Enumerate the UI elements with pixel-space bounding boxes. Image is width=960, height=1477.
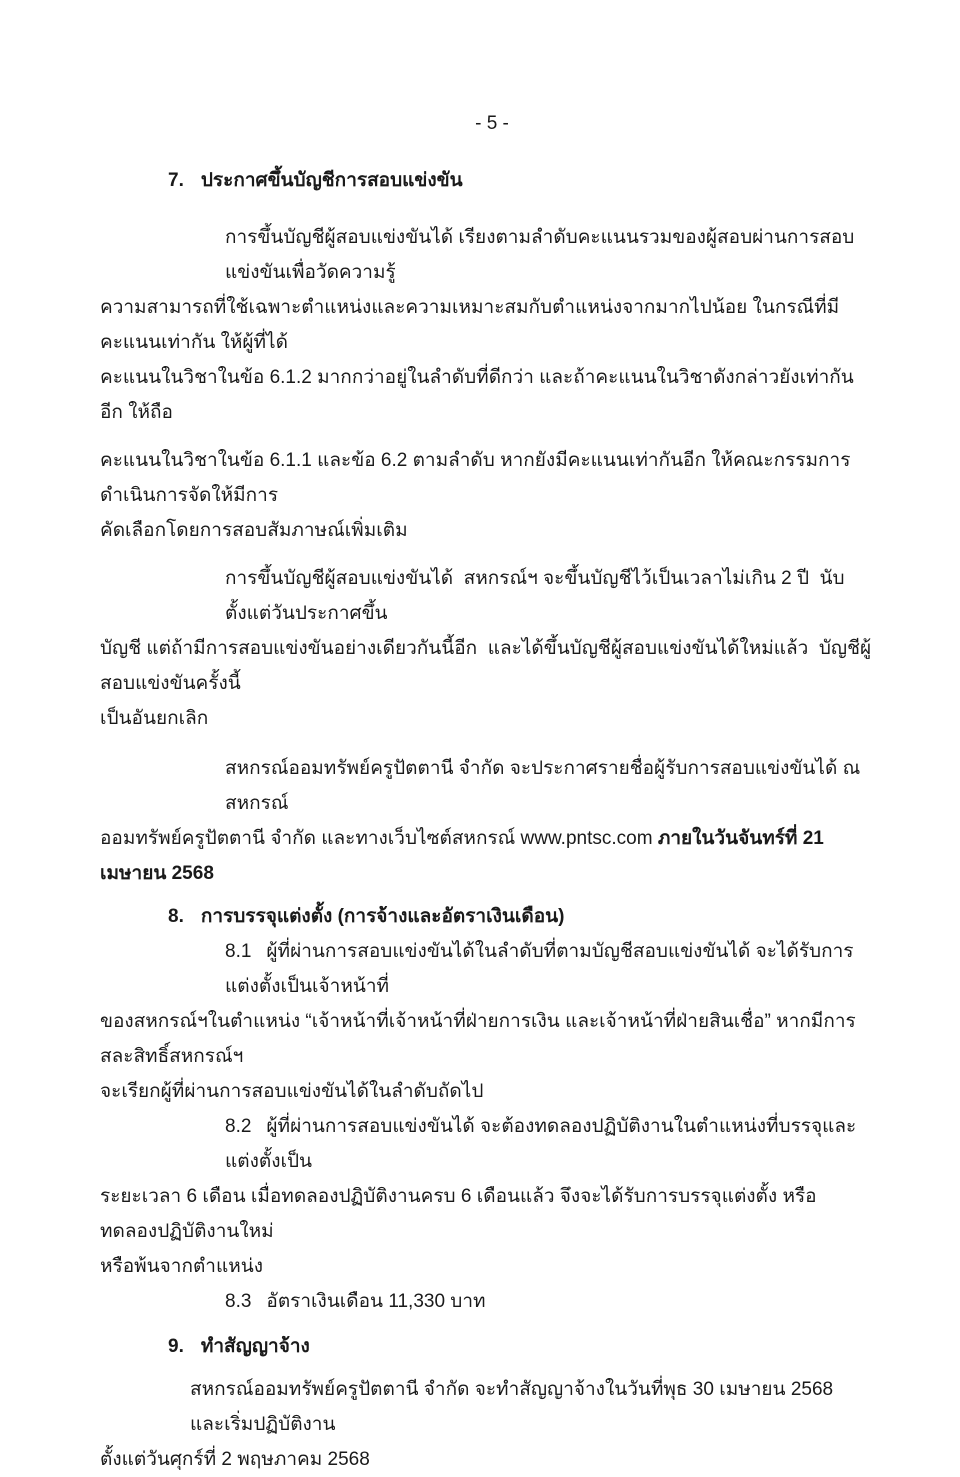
section-8-number: 8. xyxy=(168,906,184,927)
item-8-3 xyxy=(100,1284,872,1319)
text-line: คัดเลือกโดยการสอบสัมภาษณ์เพิ่มเติม xyxy=(100,520,408,541)
text-line: บัญชี แต่ถ้ามีการสอบแข่งขันอย่างเดียวกันนี้อีก และได้ขึ้นบัญชีผู้สอบแข่งขันได้ใหม่แล้ว บัญชีผู้สอบแข่งขันครั้งนี้ xyxy=(100,638,872,694)
text-line: หรือพ้นจากตำแหน่ง xyxy=(100,1256,264,1277)
text-line xyxy=(100,1109,872,1179)
item-8-1 xyxy=(100,934,872,1109)
text-line: ตั้งแต่วันศุกร์ที่ 2 พฤษภาคม 2568 xyxy=(100,1449,370,1470)
section-7-heading xyxy=(100,163,872,198)
text-line: ของสหกรณ์ฯในตำแหน่ง “เจ้าหน้าที่เจ้าหน้าที่ฝ่ายการเงิน และเจ้าหน้าที่ฝ่ายสินเชื่อ” หากมีการสละสิทธิ์สหกรณ์ฯ xyxy=(100,1011,856,1067)
text-line: สหกรณ์ออมทรัพย์ครูปัตตานี จำกัด จะประกาศรายชื่อผู้รับการสอบแข่งขันได้ ณ สหกรณ์ xyxy=(225,758,866,814)
website-text: ออมทรัพย์ครูปัตตานี จำกัด และทางเว็บไซต์สหกรณ์ www.pntsc.com xyxy=(100,828,658,849)
section-9-title: ทำสัญญาจ้าง xyxy=(200,1336,310,1357)
item-8-2-text: ผู้ที่ผ่านการสอบแข่งขันได้ จะต้องทดลองปฏิบัติงานในตำแหน่งที่บรรจุและแต่งตั้งเป็น xyxy=(225,1116,857,1172)
text-line: การขึ้นบัญชีผู้สอบแข่งขันได้ เรียงตามลำดับคะแนนรวมของผู้สอบผ่านการสอบแข่งขันเพื่อวัดความรู้ xyxy=(225,227,855,283)
item-8-1-number: 8.1 xyxy=(225,941,252,962)
text-line xyxy=(100,934,872,1004)
text-line: คะแนนในวิชาในข้อ 6.1.2 มากกว่าอยู่ในลำดับที่ดีกว่า และถ้าคะแนนในวิชาดังกล่าวยังเท่ากันอีก ให้ถือ xyxy=(100,367,854,423)
item-8-1-text: ผู้ที่ผ่านการสอบแข่งขันได้ในลำดับที่ตามบัญชีสอบแข่งขันได้ จะได้รับการแต่งตั้งเป็นเจ้าหน้าที่ xyxy=(225,941,854,997)
paragraph-ranking-rules xyxy=(100,220,872,430)
item-8-3-number: 8.3 xyxy=(225,1291,252,1312)
text-line: สหกรณ์ออมทรัพย์ครูปัตตานี จำกัด จะทำสัญญาจ้างในวันที่พุธ 30 เมษายน 2568 และเริ่มปฏิบัติงาน xyxy=(190,1379,839,1435)
text-line: ความสามารถที่ใช้เฉพาะตำแหน่งและความเหมาะสมกับตำแหน่งจากมากไปน้อย ในกรณีที่มีคะแนนเท่ากัน ให้ผู้ที่ได้ xyxy=(100,297,840,353)
page-number: - 5 - xyxy=(475,113,509,134)
section-9-heading xyxy=(100,1329,872,1364)
paragraph-announcement xyxy=(100,751,872,891)
paragraph-tiebreak-rules xyxy=(100,443,872,548)
section-8-title: การบรรจุแต่งตั้ง (การจ้างและอัตราเงินเดือน) xyxy=(200,906,565,927)
text-line xyxy=(100,821,872,891)
section-7-title: ประกาศขึ้นบัญชีการสอบแข่งขัน xyxy=(200,170,463,191)
item-8-2-number: 8.2 xyxy=(225,1116,252,1137)
text-line: จะเรียกผู้ที่ผ่านการสอบแข่งขันได้ในลำดับถัดไป xyxy=(100,1081,484,1102)
section-9-number: 9. xyxy=(168,1336,184,1357)
item-8-2 xyxy=(100,1109,872,1284)
text-line xyxy=(100,1284,872,1319)
text-line: คะแนนในวิชาในข้อ 6.1.1 และข้อ 6.2 ตามลำดับ หากยังมีคะแนนเท่ากันอีก ให้คณะกรรมการดำเนินการจัดให้มีการ xyxy=(100,450,851,506)
text-line: เป็นอันยกเลิก xyxy=(100,708,209,729)
announcement-date: ภายในวันจันทร์ที่ 21 เมษายน 2568 xyxy=(100,828,830,884)
paragraph-list-validity xyxy=(100,561,872,736)
text-line: ระยะเวลา 6 เดือน เมื่อทดลองปฏิบัติงานครบ 6 เดือนแล้ว จึงจะได้รับการบรรจุแต่งตั้ง หรือทดลองปฏิบัติงานใหม่ xyxy=(100,1186,817,1242)
text-line: การขึ้นบัญชีผู้สอบแข่งขันได้ สหกรณ์ฯ จะขึ้นบัญชีไว้เป็นเวลาไม่เกิน 2 ปี นับตั้งแต่วันประกาศขึ้น xyxy=(225,568,845,624)
section-8-heading xyxy=(100,899,872,934)
paragraph-contract-signing xyxy=(100,1372,872,1477)
section-7-number: 7. xyxy=(168,170,184,191)
item-8-3-text: อัตราเงินเดือน 11,330 บาท xyxy=(266,1291,486,1312)
